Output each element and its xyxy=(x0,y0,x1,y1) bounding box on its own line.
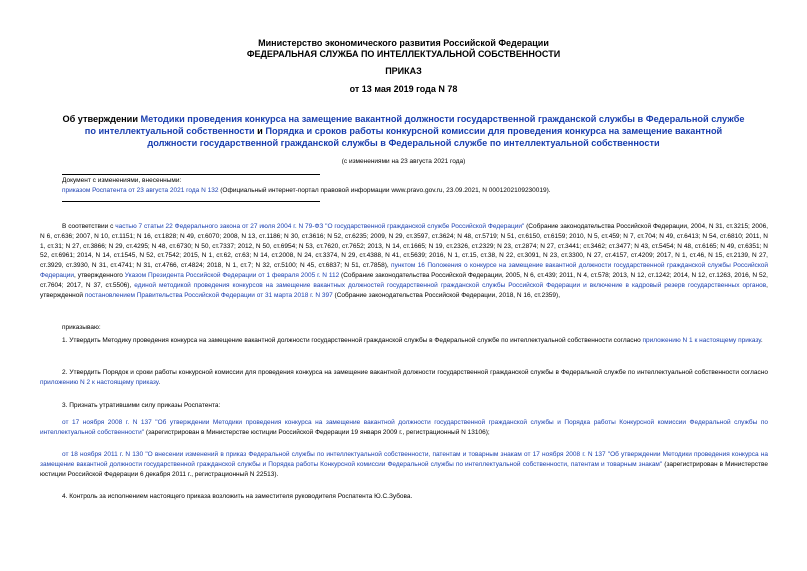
preamble-text-5: , утвержденной xyxy=(40,281,768,299)
preamble-text-1: В соответствии с xyxy=(62,223,116,230)
order-word: приказываю: xyxy=(62,324,101,331)
amended-note: (с изменениями на 23 августа 2021 года) xyxy=(341,158,466,165)
preamble-text-6: (Собрание законодательства Российской Федерации, 2018, N 16, ст.2359), xyxy=(332,291,561,299)
preamble-text-4: (Собрание законодательства Российской Федерации, 2005, N 6, ст.439; 2011, N 4, ст.578; 2013, N 12, ст.1242; 2014, N 12, ст.1263, 2016, N 52, ст.7604; 2017, N 37, ст.5506), xyxy=(40,271,768,289)
preamble-link-federal-law[interactable]: частью 7 статьи 22 Федерального закона от 27 июля 2004 г. N 79-ФЗ "О государственной гражданской службе Российской Федерации" xyxy=(115,223,525,230)
repealed-order-2 xyxy=(40,450,768,479)
item-1 xyxy=(40,336,768,346)
preamble-link-resolution[interactable]: постановлением Правительства Российской Федерации от 31 марта 2018 г. N 397 xyxy=(84,291,333,299)
ministry-name: Министерство экономического развития Российской Федерации xyxy=(258,38,549,48)
item-2-end: . xyxy=(158,378,161,386)
service-name: ФЕДЕРАЛЬНАЯ СЛУЖБА ПО ИНТЕЛЛЕКТУАЛЬНОЙ СОБСТВЕННОСТИ xyxy=(246,49,561,59)
repealed-order-2-link[interactable]: от 18 ноября 2011 г. N 130 "О внесении изменений в приказ Федеральной службы по интеллектуальной собственности, патентам и товарным знакам от 17 ноября 2008 г. N 137 "Об утверждении Методики проведения конкурса на замещение вакантной должности государственной гражданской службы и Порядка работы Конкурсной комиссии Федеральной службы по интеллектуальной собственности, патентам и товарным знакам" xyxy=(40,451,768,468)
item-3: 3. Признать утратившими силу приказы Роспатента: xyxy=(62,402,221,409)
doc-type: ПРИКАЗ xyxy=(385,66,422,76)
changes-rest: (Официальный интернет-портал правовой информации www.pravo.gov.ru, 23.09.2021, N 0001202109230019). xyxy=(218,187,551,194)
preamble-text-2: (Собрание законодательства Российской Федерации, 2004, N 31, ст.3215; 2006, N 6, ст.636; 2007, N 10, ст.1151; N 16, ст.1828; N 49, ст.6070; 2008, N 13, ст.1186; N 30, ст.3616; N 52, ст.6235; 2009, N 29, ст.3597, ст.3624; N 48, ст.5719; N 51, ст.6150, ст.6159; 2010, N 5, ст.459; N 7, ст.704; N 49, ст.6413; N 54, ст.6810; 2011, N 1, ст.31; N 27, ст.3866; N 29, ст.4295; N 48, ст.6730; N 50, ст.7337; 2012, N 50, ст.6954; N 53, ст.7620, ст.7652; 2013, N 14, ст.1665; N 19, ст.2326, ст.2329; N 23, ст.2874; N 27, ст.3441; ст.3462; ст.3477; N 43, ст.5454; N 48, ст.6165; N 49, ст.6351; N 52, ст.6961; 2014, N 14, ст.1545, N 52, ст.7542; 2015, N 1, ст.62, ст.63; N 14, ст.2008, N 24, ст.3374, N 29, ст.4388, N 41, ст.5639; 2016, N 1, ст.15, ст.38, N 22, ст.3091, N 23, ст.3300, N 27, ст.4157, ст.4209; 2017, N 1, ст.46, N 15, ст.2139, N 27, ст.3929, ст.3930, N 31, ст.4741; N 31, ст.4766, ст.4824; 2018, N 1, ст.7; N 32, ст.5100; N 45, ст.6837; N 51, ст.7858), xyxy=(40,223,768,270)
preamble-link-regulation[interactable]: пунктом 16 Положения о конкурсе на замещение вакантной должности государственной гражданской службы Российской Федерации xyxy=(40,262,768,279)
item-2-text: 2. Утвердить Порядок и сроки работы конкурсной комиссии для проведения конкурса на замещение вакантной должности государственной гражданской службы в Федеральной службе по интеллектуальной собственности согласно xyxy=(62,369,768,376)
changes-bottom-rule xyxy=(62,201,320,202)
title-link-procedure[interactable]: Порядка и сроков работы конкурсной комиссии для проведения конкурса на замещение вакантной должности государственной гражданской службы в Федеральной службе по интеллектуальной собственности xyxy=(147,126,723,148)
title-mid: и xyxy=(254,126,266,136)
item-4: 4. Контроль за исполнением настоящего приказа возложить на заместителя руководителя Роспатента Ю.С.Зубова. xyxy=(62,493,413,500)
preamble-text-3: , утвержденного xyxy=(74,271,125,279)
repealed-order-1 xyxy=(40,418,768,438)
changes-top-rule xyxy=(62,174,320,175)
item-1-link[interactable]: приложению N 1 к настоящему приказу xyxy=(642,337,761,344)
repealed-order-1-rest: (зарегистрирован в Министерстве юстиции Российской Федерации 19 января 2009 г., регистрационный N 13106); xyxy=(144,428,490,436)
changes-label: Документ с изменениями, внесенными: xyxy=(62,177,182,184)
doc-title xyxy=(60,113,747,149)
item-2 xyxy=(40,368,768,388)
preamble-link-methodology[interactable]: единой методикой проведения конкурсов на замещение вакантных должностей государственной гражданской службы Российской Федерации и включение в кадровый резерв государственных органов xyxy=(134,281,767,289)
title-prefix: Об утверждении xyxy=(62,114,141,124)
preamble-link-decree[interactable]: Указом Президента Российской Федерации от 1 февраля 2005 г. N 112 xyxy=(124,271,340,279)
changes-link[interactable]: приказом Роспатента от 23 августа 2021 года N 132 xyxy=(62,187,219,194)
item-1-text: 1. Утвердить Методику проведения конкурса на замещение вакантной должности государственной гражданской службы в Федеральной службе по интеллектуальной собственности согласно xyxy=(62,337,643,344)
item-2-link[interactable]: приложению N 2 к настоящему приказу xyxy=(40,378,159,386)
repealed-order-2-rest: (зарегистрирован в Министерстве юстиции Российской Федерации 6 декабря 2011 г., регистрационный N 22513). xyxy=(40,460,768,478)
preamble-paragraph xyxy=(40,222,768,300)
doc-date-number: от 13 мая 2019 года N 78 xyxy=(349,84,458,94)
changes-line xyxy=(62,186,762,196)
title-link-methodology[interactable]: Методики проведения конкурса на замещение вакантной должности государственной гражданской службы в Федеральной службе по интеллектуальной собственности xyxy=(84,114,745,136)
item-1-end: . xyxy=(760,337,763,344)
repealed-order-1-link[interactable]: от 17 ноября 2008 г. N 137 "Об утверждении Методики проведения конкурса на замещение вакантной должности государственной гражданской службы и Порядка работы Конкурсной комиссии Федеральной службы по интеллектуальной собственности" xyxy=(40,419,768,436)
